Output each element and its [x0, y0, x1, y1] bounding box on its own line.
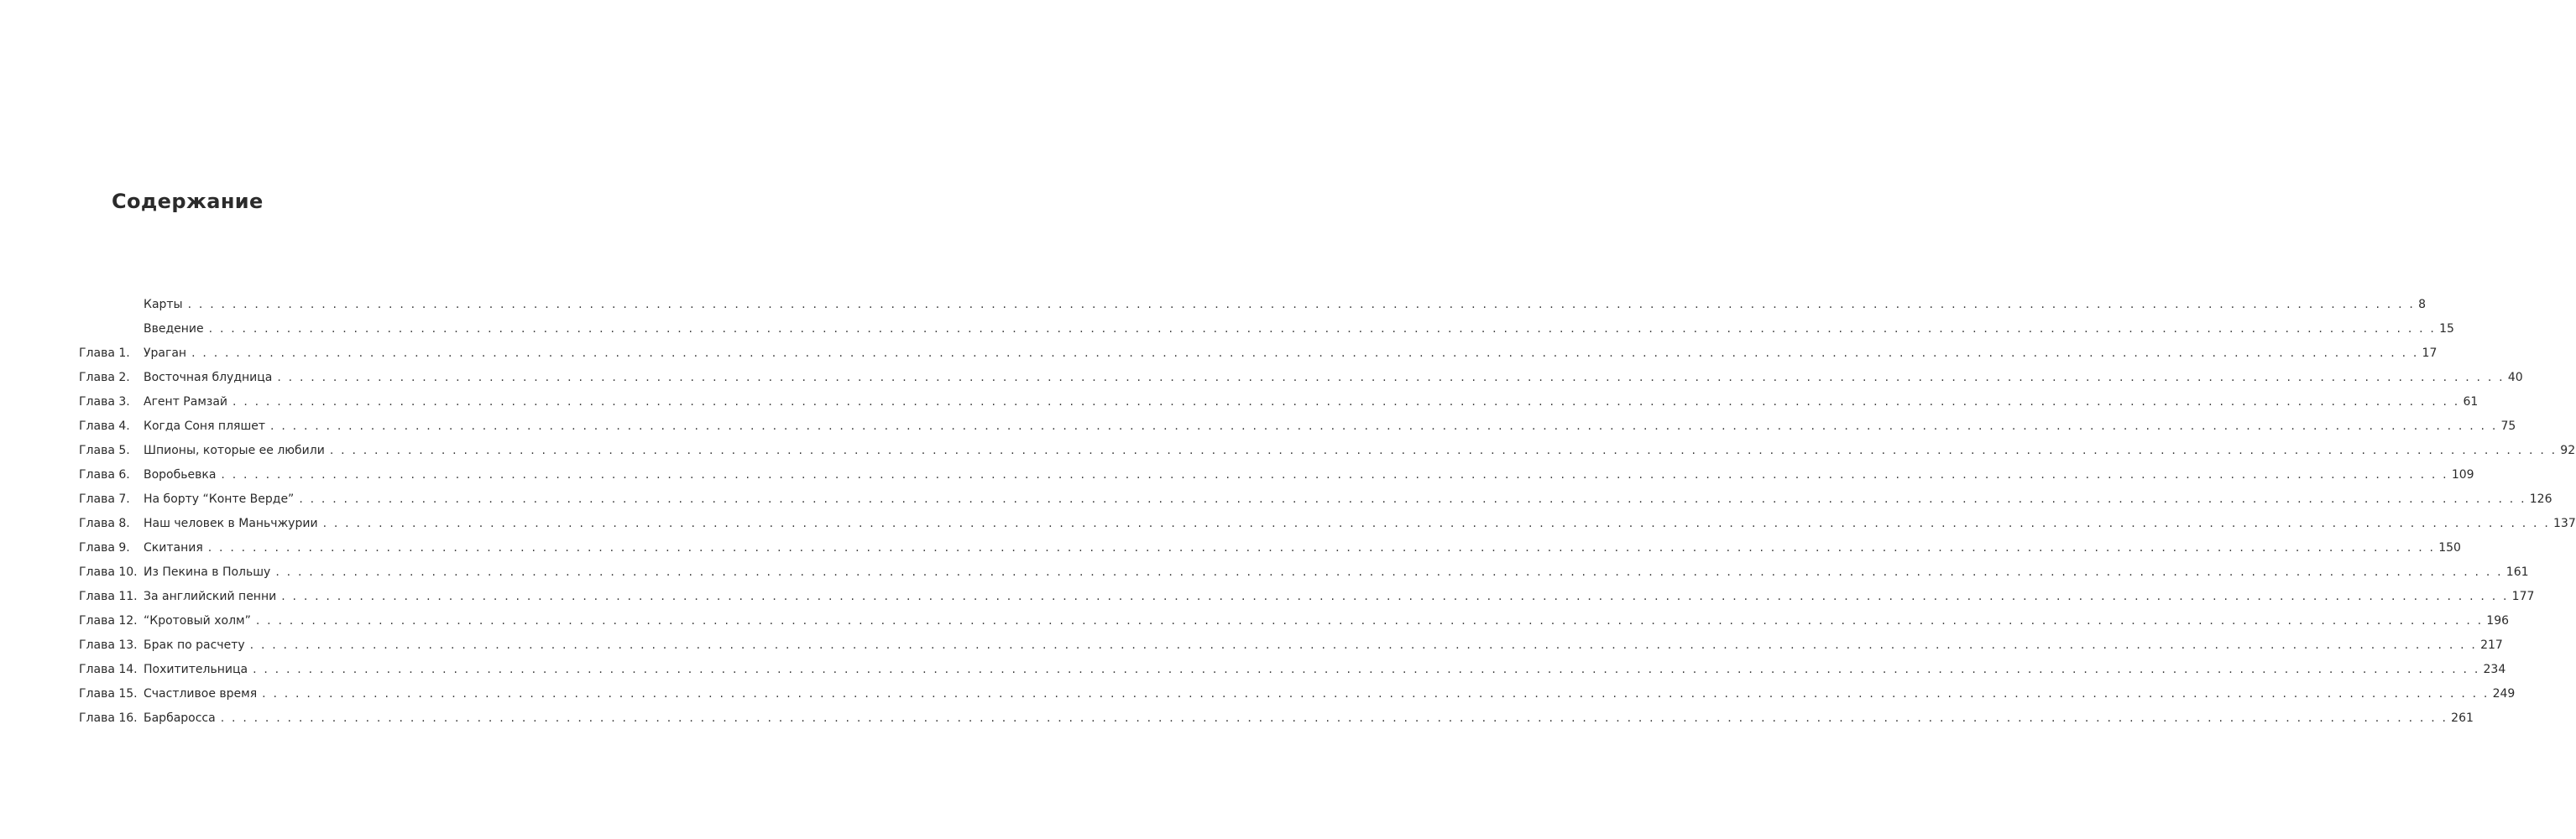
chapter-label: Глава 1. — [79, 347, 130, 360]
chapter-label: Глава 16. — [79, 711, 138, 725]
toc-entry-body — [144, 560, 2529, 585]
chapter-label: Глава 5. — [79, 444, 130, 457]
page-number: 249 — [2492, 687, 2516, 701]
page-number: 15 — [2439, 322, 2454, 336]
dot-leader: . . . . . . . . . . . . . . . . . . . . . . . . . . . . . . . . . . . . . . . . . . . . . . . . . . . . . . . . . . . . . . . . . . . . . . . . . . . . . . . . . . . . . . . . . . . . . . . . . . . . . . . . . . . . . . . . . . . . . . . . . . . . . . . . . . . . . . . . . . . . . . . . . . . . . . . . . . . . . . . . . . . . . . . . . . . . . . . . . . . . . . . . . . . . . . . . . . . . . . . . — [208, 322, 2437, 336]
toc-entry — [79, 366, 2523, 390]
chapter-title: Скитания — [144, 541, 203, 555]
chapter-title: Шпионы, которые ее любили — [144, 444, 325, 457]
chapter-label: Глава 11. — [79, 590, 138, 603]
dot-leader: . . . . . . . . . . . . . . . . . . . . . . . . . . . . . . . . . . . . . . . . . . . . . . . . . . . . . . . . . . . . . . . . . . . . . . . . . . . . . . . . . . . . . . . . . . . . . . . . . . . . . . . . . . . . . . . . . . . . . . . . . . . . . . . . . . . . . . . . . . . . . . . . . . . . . . . . . . . . . . . . . . . . . . . . . . . . . . . . . . . . . . . . . . . . . . . . . . . . . . . . — [249, 638, 2478, 652]
toc-entry — [79, 682, 2516, 706]
chapter-label: Глава 6. — [79, 468, 130, 482]
dot-leader: . . . . . . . . . . . . . . . . . . . . . . . . . . . . . . . . . . . . . . . . . . . . . . . . . . . . . . . . . . . . . . . . . . . . . . . . . . . . . . . . . . . . . . . . . . . . . . . . . . . . . . . . . . . . . . . . . . . . . . . . . . . . . . . . . . . . . . . . . . . . . . . . . . . . . . . . . . . . . . . . . . . . . . . . . . . . . . . . . . . . . . . . . . . . . . . . . . . . . . . . — [275, 565, 2503, 579]
page-number: 75 — [2500, 420, 2516, 433]
toc-entry-body — [144, 341, 2438, 366]
chapter-label: Глава 9. — [79, 541, 130, 555]
toc-entry-body — [144, 633, 2503, 658]
dot-leader: . . . . . . . . . . . . . . . . . . . . . . . . . . . . . . . . . . . . . . . . . . . . . . . . . . . . . . . . . . . . . . . . . . . . . . . . . . . . . . . . . . . . . . . . . . . . . . . . . . . . . . . . . . . . . . . . . . . . . . . . . . . . . . . . . . . . . . . . . . . . . . . . . . . . . . . . . . . . . . . . . . . . . . . . . . . . . . . . . . . . . . . . . . . . . . . . . . . . . . . . — [233, 395, 2460, 409]
chapter-label: Глава 8. — [79, 517, 130, 530]
chapter-title: Карты — [144, 298, 183, 311]
chapter-title: Счастливое время — [144, 687, 258, 701]
page-number: 126 — [2529, 492, 2552, 506]
page-number: 234 — [2483, 663, 2506, 676]
chapter-label: Глава 15. — [79, 687, 138, 701]
chapter-title: Агент Рамзай — [144, 395, 228, 409]
chapter-label: Глава 13. — [79, 638, 138, 652]
toc-entry-body — [144, 414, 2516, 439]
chapter-title: Воробьевка — [144, 468, 217, 482]
chapter-title: Барбаросса — [144, 711, 216, 725]
dot-leader: . . . . . . . . . . . . . . . . . . . . . . . . . . . . . . . . . . . . . . . . . . . . . . . . . . . . . . . . . . . . . . . . . . . . . . . . . . . . . . . . . . . . . . . . . . . . . . . . . . . . . . . . . . . . . . . . . . . . . . . . . . . . . . . . . . . . . . . . . . . . . . . . . . . . . . . . . . . . . . . . . . . . . . . . . . . . . . . . . . . . . . . . . . . . . . . . . . . . . . . . — [220, 711, 2448, 725]
dot-leader: . . . . . . . . . . . . . . . . . . . . . . . . . . . . . . . . . . . . . . . . . . . . . . . . . . . . . . . . . . . . . . . . . . . . . . . . . . . . . . . . . . . . . . . . . . . . . . . . . . . . . . . . . . . . . . . . . . . . . . . . . . . . . . . . . . . . . . . . . . . . . . . . . . . . . . . . . . . . . . . . . . . . . . . . . . . . . . . . . . . . . . . . . . . . . . . . . . . . . . . . — [281, 590, 2509, 603]
toc-entry-body — [144, 658, 2506, 682]
chapter-title: На борту “Конте Верде” — [144, 492, 295, 506]
chapter-title: Из Пекина в Польшу — [144, 565, 271, 579]
page-number: 261 — [2451, 711, 2474, 725]
toc-entry — [79, 439, 2576, 463]
chapter-title: Введение — [144, 322, 204, 336]
page-number: 137 — [2553, 517, 2576, 530]
chapter-title: Похитительница — [144, 663, 248, 676]
chapter-title: “Кротовый холм” — [144, 614, 251, 628]
dot-leader: . . . . . . . . . . . . . . . . . . . . . . . . . . . . . . . . . . . . . . . . . . . . . . . . . . . . . . . . . . . . . . . . . . . . . . . . . . . . . . . . . . . . . . . . . . . . . . . . . . . . . . . . . . . . . . . . . . . . . . . . . . . . . . . . . . . . . . . . . . . . . . . . . . . . . . . . . . . . . . . . . . . . . . . . . . . . . . . . . . . . . . . . . . . . . . . . . . . . . . . . — [322, 517, 2550, 530]
dot-leader: . . . . . . . . . . . . . . . . . . . . . . . . . . . . . . . . . . . . . . . . . . . . . . . . . . . . . . . . . . . . . . . . . . . . . . . . . . . . . . . . . . . . . . . . . . . . . . . . . . . . . . . . . . . . . . . . . . . . . . . . . . . . . . . . . . . . . . . . . . . . . . . . . . . . . . . . . . . . . . . . . . . . . . . . . . . . . . . . . . . . . . . . . . . . . . . . . . . . . . . . — [270, 420, 2498, 433]
chapter-title: Наш человек в Маньчжурии — [144, 517, 318, 530]
toc-entry-body — [144, 609, 2510, 633]
toc-entry-body — [144, 317, 2454, 341]
chapter-title: Брак по расчету — [144, 638, 245, 652]
toc-entry — [79, 706, 2474, 731]
page-number: 161 — [2505, 565, 2529, 579]
toc-entry — [79, 658, 2506, 682]
toc-entry-body — [144, 536, 2461, 560]
toc-entry-body — [144, 706, 2474, 731]
chapter-title: За английский пенни — [144, 590, 277, 603]
toc-entry — [79, 463, 2474, 487]
toc-entry-body — [144, 366, 2523, 390]
toc-entry-body — [144, 682, 2516, 706]
page-number: 196 — [2486, 614, 2510, 628]
chapter-label: Глава 12. — [79, 614, 138, 628]
dot-leader: . . . . . . . . . . . . . . . . . . . . . . . . . . . . . . . . . . . . . . . . . . . . . . . . . . . . . . . . . . . . . . . . . . . . . . . . . . . . . . . . . . . . . . . . . . . . . . . . . . . . . . . . . . . . . . . . . . . . . . . . . . . . . . . . . . . . . . . . . . . . . . . . . . . . . . . . . . . . . . . . . . . . . . . . . . . . . . . . . . . . . . . . . . . . . . . . . . . . . . . . — [207, 541, 2436, 555]
toc-entry — [79, 414, 2516, 439]
chapter-label: Глава 7. — [79, 492, 130, 506]
dot-leader: . . . . . . . . . . . . . . . . . . . . . . . . . . . . . . . . . . . . . . . . . . . . . . . . . . . . . . . . . . . . . . . . . . . . . . . . . . . . . . . . . . . . . . . . . . . . . . . . . . . . . . . . . . . . . . . . . . . . . . . . . . . . . . . . . . . . . . . . . . . . . . . . . . . . . . . . . . . . . . . . . . . . . . . . . . . . . . . . . . . . . . . . . . . . . . . . . . . . . . . . — [299, 492, 2526, 506]
chapter-title: Ураган — [144, 347, 187, 360]
toc-entry — [79, 487, 2552, 512]
dot-leader: . . . . . . . . . . . . . . . . . . . . . . . . . . . . . . . . . . . . . . . . . . . . . . . . . . . . . . . . . . . . . . . . . . . . . . . . . . . . . . . . . . . . . . . . . . . . . . . . . . . . . . . . . . . . . . . . . . . . . . . . . . . . . . . . . . . . . . . . . . . . . . . . . . . . . . . . . . . . . . . . . . . . . . . . . . . . . . . . . . . . . . . . . . . . . . . . . . . . . . . . — [329, 444, 2558, 457]
page-title: Содержание — [112, 190, 264, 213]
chapter-label: Глава 3. — [79, 395, 130, 409]
chapter-label: Глава 4. — [79, 420, 130, 433]
chapter-title: Когда Соня пляшет — [144, 420, 266, 433]
toc-entry — [79, 585, 2535, 609]
page-number: 109 — [2451, 468, 2474, 482]
toc-entry — [79, 536, 2461, 560]
toc-entry — [79, 609, 2510, 633]
dot-leader: . . . . . . . . . . . . . . . . . . . . . . . . . . . . . . . . . . . . . . . . . . . . . . . . . . . . . . . . . . . . . . . . . . . . . . . . . . . . . . . . . . . . . . . . . . . . . . . . . . . . . . . . . . . . . . . . . . . . . . . . . . . . . . . . . . . . . . . . . . . . . . . . . . . . . . . . . . . . . . . . . . . . . . . . . . . . . . . . . . . . . . . . . . . . . . . . . . . . . . . . — [262, 687, 2490, 701]
page-number: 217 — [2480, 638, 2503, 652]
toc-entry-body — [144, 487, 2552, 512]
dot-leader: . . . . . . . . . . . . . . . . . . . . . . . . . . . . . . . . . . . . . . . . . . . . . . . . . . . . . . . . . . . . . . . . . . . . . . . . . . . . . . . . . . . . . . . . . . . . . . . . . . . . . . . . . . . . . . . . . . . . . . . . . . . . . . . . . . . . . . . . . . . . . . . . . . . . . . . . . . . . . . . . . . . . . . . . . . . . . . . . . . . . . . . . . . . . . . . . . . . . . . . . — [187, 298, 2416, 311]
toc-entry — [79, 341, 2438, 366]
toc-entry-body — [144, 293, 2426, 317]
dot-leader: . . . . . . . . . . . . . . . . . . . . . . . . . . . . . . . . . . . . . . . . . . . . . . . . . . . . . . . . . . . . . . . . . . . . . . . . . . . . . . . . . . . . . . . . . . . . . . . . . . . . . . . . . . . . . . . . . . . . . . . . . . . . . . . . . . . . . . . . . . . . . . . . . . . . . . . . . . . . . . . . . . . . . . . . . . . . . . . . . . . . . . . . . . . . . . . . . . . . . . . . — [255, 614, 2484, 628]
page-number: 61 — [2463, 395, 2479, 409]
toc-entry-body — [144, 439, 2576, 463]
page-number: 17 — [2422, 347, 2438, 360]
chapter-title: Восточная блудница — [144, 371, 273, 384]
chapter-label: Глава 10. — [79, 565, 138, 579]
page-number: 150 — [2438, 541, 2461, 555]
toc-entry-body — [144, 512, 2576, 536]
chapter-label: Глава 14. — [79, 663, 138, 676]
dot-leader: . . . . . . . . . . . . . . . . . . . . . . . . . . . . . . . . . . . . . . . . . . . . . . . . . . . . . . . . . . . . . . . . . . . . . . . . . . . . . . . . . . . . . . . . . . . . . . . . . . . . . . . . . . . . . . . . . . . . . . . . . . . . . . . . . . . . . . . . . . . . . . . . . . . . . . . . . . . . . . . . . . . . . . . . . . . . . . . . . . . . . . . . . . . . . . . . . . . . . . . . — [253, 663, 2480, 676]
toc-entry — [79, 633, 2503, 658]
page-number: 8 — [2418, 298, 2426, 311]
toc-entry — [79, 560, 2529, 585]
dot-leader: . . . . . . . . . . . . . . . . . . . . . . . . . . . . . . . . . . . . . . . . . . . . . . . . . . . . . . . . . . . . . . . . . . . . . . . . . . . . . . . . . . . . . . . . . . . . . . . . . . . . . . . . . . . . . . . . . . . . . . . . . . . . . . . . . . . . . . . . . . . . . . . . . . . . . . . . . . . . . . . . . . . . . . . . . . . . . . . . . . . . . . . . . . . . . . . . . . . . . . . . — [277, 371, 2505, 384]
toc-entry-body — [144, 390, 2479, 414]
page-number: 177 — [2511, 590, 2535, 603]
toc-entry — [79, 317, 2454, 341]
toc-entry — [79, 512, 2576, 536]
table-of-contents — [79, 293, 2576, 731]
dot-leader: . . . . . . . . . . . . . . . . . . . . . . . . . . . . . . . . . . . . . . . . . . . . . . . . . . . . . . . . . . . . . . . . . . . . . . . . . . . . . . . . . . . . . . . . . . . . . . . . . . . . . . . . . . . . . . . . . . . . . . . . . . . . . . . . . . . . . . . . . . . . . . . . . . . . . . . . . . . . . . . . . . . . . . . . . . . . . . . . . . . . . . . . . . . . . . . . . . . . . . . . — [221, 468, 2448, 482]
toc-entry — [79, 390, 2479, 414]
page-number: 40 — [2507, 371, 2523, 384]
toc-entry-body — [144, 585, 2535, 609]
page-number: 92 — [2560, 444, 2576, 457]
toc-entry-body — [144, 463, 2474, 487]
chapter-label: Глава 2. — [79, 371, 130, 384]
dot-leader: . . . . . . . . . . . . . . . . . . . . . . . . . . . . . . . . . . . . . . . . . . . . . . . . . . . . . . . . . . . . . . . . . . . . . . . . . . . . . . . . . . . . . . . . . . . . . . . . . . . . . . . . . . . . . . . . . . . . . . . . . . . . . . . . . . . . . . . . . . . . . . . . . . . . . . . . . . . . . . . . . . . . . . . . . . . . . . . . . . . . . . . . . . . . . . . . . . . . . . . . — [191, 347, 2419, 360]
toc-entry — [79, 293, 2426, 317]
